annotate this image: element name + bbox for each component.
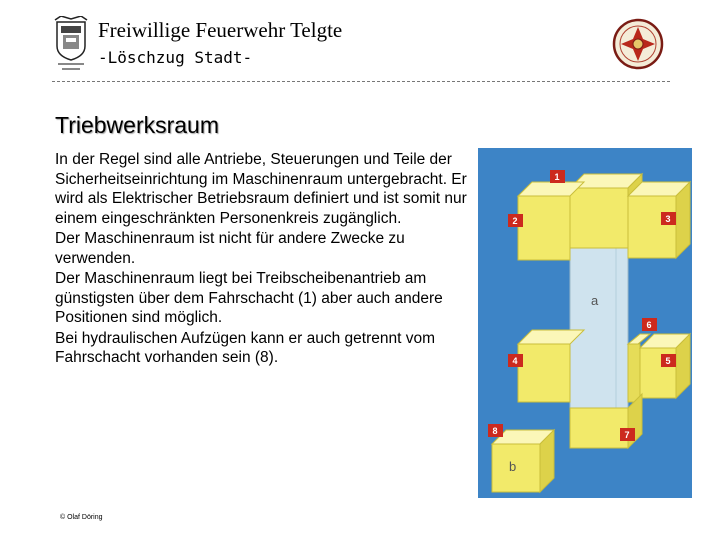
shaft-label: a xyxy=(591,293,599,308)
marker-8 xyxy=(488,424,503,437)
paragraph-hydraulic: Bei hydraulischen Aufzügen kann er auch getrennt vom Fahrschacht vorhanden sein (8). xyxy=(55,329,435,366)
svg-text:1: 1 xyxy=(554,172,560,182)
body-text xyxy=(55,150,475,369)
marker-7 xyxy=(620,428,635,441)
svg-text:7: 7 xyxy=(624,430,630,440)
svg-text:4: 4 xyxy=(512,356,518,366)
marker-3 xyxy=(661,212,676,225)
marker-1 xyxy=(550,170,565,183)
svg-text:5: 5 xyxy=(665,356,671,366)
header-divider xyxy=(52,81,670,82)
svg-text:3: 3 xyxy=(665,214,671,224)
svg-text:6: 6 xyxy=(646,320,652,330)
marker-5 xyxy=(661,354,676,367)
fire-brigade-emblem-logo xyxy=(612,18,664,70)
separate-machine-room xyxy=(492,430,554,492)
svg-text:8: 8 xyxy=(492,426,498,436)
organization-subtitle: -Löschzug Stadt- xyxy=(98,48,253,67)
marker-4 xyxy=(508,354,523,367)
svg-text:2: 2 xyxy=(512,216,518,226)
organization-title: Freiwillige Feuerwehr Telgte xyxy=(98,18,343,42)
paragraph-drive-components: In der Regel sind alle Antriebe, Steuerungen und Teile der Sicherheitseinrichtung im Maschinenraum untergebracht. Er wird als Elektrischer Betriebsraum definiert und ist somit nur einem eingeschränkten Personenkreis zugänglich. xyxy=(55,151,467,227)
marker-6 xyxy=(642,318,657,331)
telgte-crest-logo xyxy=(52,16,90,72)
paragraph-room-location: Der Maschinenraum liegt bei Treibscheibenantrieb am günstigsten über dem Fahrschacht (1) aber auch andere Positionen sind möglich. xyxy=(55,270,443,326)
machine-room-right-upper xyxy=(628,182,690,258)
slide-title: Triebwerksraum xyxy=(55,112,220,138)
machine-room-diagram xyxy=(478,148,692,498)
separate-room-label: b xyxy=(509,459,517,474)
paragraph-room-usage: Der Maschinenraum ist nicht für andere Zwecke zu verwenden. xyxy=(55,230,405,267)
marker-2 xyxy=(508,214,523,227)
copyright-footer: © Olaf Döring xyxy=(60,514,103,521)
